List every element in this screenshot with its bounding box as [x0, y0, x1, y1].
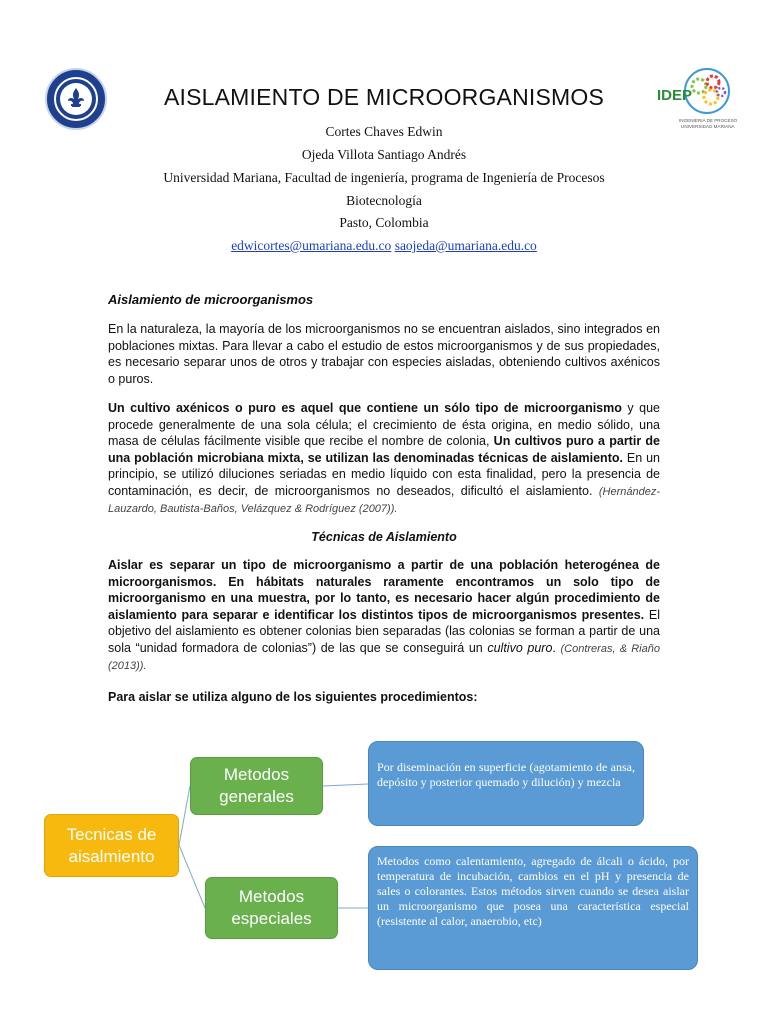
field: Biotecnología — [346, 193, 422, 208]
paragraph-aislar — [108, 557, 660, 675]
section-heading-aislamiento: Aislamiento de microorganismos — [108, 292, 314, 307]
paragraph-axenic-text-d: En un principio, se utilizó diluciones seriadas en medio líquido con esta finalidad, pero la presencia de contaminación, es decir, de microorganismos no deseados, dificultó el aislamiento. — [108, 450, 660, 498]
email-link-1[interactable]: edwicortes@umariana.edu.co — [231, 238, 392, 253]
location: Pasto, Colombia — [339, 215, 429, 230]
paragraph-aislar-end: . — [552, 640, 556, 655]
diagram-node-general-methods: Metodos generales — [190, 757, 323, 815]
paragraph-axenic-text-b: y que procede generalmente de una sola célula; el crecimiento de ésta origina, en medio sólido, una masa de células fácilmente visible que recibe el nombre de colonia, — [108, 401, 660, 448]
procedures-intro: Para aislar se utiliza alguno de los siguientes procedimientos: — [108, 690, 478, 704]
paragraph-intro-text: En la naturaleza, la mayoría de los microorganismos no se encuentran aislados, sino integrados en poblaciones mixtas. Para llevar a cabo el estudio de estos microorganismos y de sus propiedades, es necesario separar unos de otros y trabajar con especies aisladas, obteniendo cultivos axénicos o puros. — [108, 322, 660, 386]
affiliation: Universidad Mariana, Facultad de ingeniería, programa de Ingeniería de Procesos — [163, 170, 605, 185]
citation-contreras: (Contreras, & Riaño (2013)). — [108, 642, 660, 672]
paragraph-intro — [108, 321, 660, 387]
diagram-node-special-methods: Metodos especiales — [205, 877, 338, 939]
paragraph-axenic-bold-c: Un cultivos puro a partir de una población microbiana mixta, se utilizan las denominadas técnicas de aislamiento. — [108, 434, 660, 465]
svg-text:INGENIERIA DE PROCESOS: INGENIERIA DE PROCESOS — [679, 118, 737, 123]
diagram-desc-general: Por diseminación en superficie (agotamiento de ansa, depósito y posterior quemado y dilución) y mezcla — [368, 741, 644, 826]
page-title: AISLAMIENTO DE MICROORGANISMOS — [163, 84, 605, 110]
paragraph-axenic-bold-a: Un cultivo axénicos o puro es aquel que contiene un sólo tipo de microorganismo — [108, 401, 622, 415]
paragraph-aislar-italic: cultivo puro — [487, 640, 553, 655]
diagram-desc-special: Metodos como calentamiento, agregado de álcali o ácido, por temperatura de incubación, cambios en el pH y presencia de sales o colorantes. Estos métodos sirven cuando se desea aislar un microorganismo que posea una característica especial (resistente al calor, anaerobio, etc) — [368, 846, 698, 970]
paragraph-axenic — [108, 400, 660, 518]
svg-text:IDEP: IDEP — [657, 87, 693, 104]
author-1: Cortes Chaves Edwin — [325, 124, 443, 139]
svg-text:UNIVERSIDAD MARIANA: UNIVERSIDAD MARIANA — [681, 124, 735, 129]
section-heading-tecnicas: Técnicas de Aislamiento — [311, 530, 457, 544]
email-line — [0, 238, 768, 254]
citation-hernandez: (Hernández-Lauzardo, Bautista-Baños, Velázquez & Rodríguez (2007)). — [108, 485, 660, 515]
author-2: Ojeda Villota Santiago Andrés — [301, 147, 467, 162]
paragraph-aislar-text: El objetivo del aislamiento es obtener colonias bien separadas (las colonias se forman a partir de una sola “unidad formadora de colonias”) de las que se conseguirá un — [108, 607, 660, 655]
connector-root-to-special — [179, 845, 205, 908]
diagram-root-node: Tecnicas de aisalmiento — [44, 814, 179, 877]
paragraph-aislar-bold: Aislar es separar un tipo de microorganismo a partir de una población heterogénea de microorganismos. En hábitats naturales raramente encontramos un solo tipo de microorganismo en una muestra, por lo tanto, es necesario hacer algún procedimiento de aislamiento para separar e identificar los distintos tipos de microorganismos presentes. — [108, 558, 660, 622]
connector-general-to-desc — [323, 784, 368, 786]
connector-root-to-general — [179, 786, 190, 845]
email-link-2[interactable]: saojeda@umariana.edu.co — [394, 238, 537, 253]
